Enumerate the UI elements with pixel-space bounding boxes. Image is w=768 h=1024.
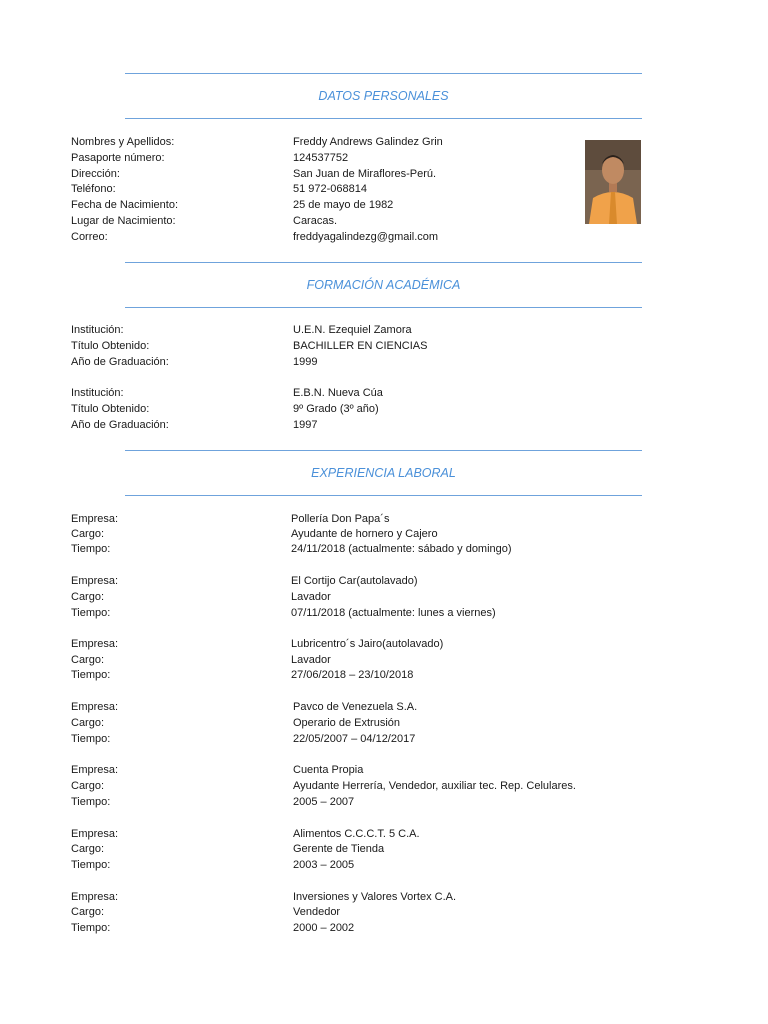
value-phone: 51 972-068814 (293, 183, 368, 195)
label-company-7: Empresa: (71, 891, 119, 903)
label-time-4: Tiempo: (71, 733, 111, 745)
value-time-7: 2000 – 2002 (293, 922, 355, 934)
value-time-4: 22/05/2007 – 04/12/2017 (293, 733, 416, 745)
label-title-2: Título Obtenido: (71, 403, 150, 415)
value-company-2: El Cortijo Car(autolavado) (291, 575, 418, 587)
value-year-1: 1999 (293, 356, 318, 368)
value-role-4: Operario de Extrusión (293, 717, 400, 729)
section-header-education: FORMACIÓN ACADÉMICA (125, 262, 642, 308)
value-role-3: Lavador (291, 654, 331, 666)
profile-photo-image (585, 140, 641, 224)
label-year-2: Año de Graduación: (71, 419, 169, 431)
label-company-2: Empresa: (71, 575, 119, 587)
value-birthplace: Caracas. (293, 215, 338, 227)
label-role-3: Cargo: (71, 654, 105, 666)
label-role-4: Cargo: (71, 717, 105, 729)
value-company-7: Inversiones y Valores Vortex C.A. (293, 891, 457, 903)
value-year-2: 1997 (293, 419, 318, 431)
value-time-2: 07/11/2018 (actualmente: lunes a viernes) (291, 607, 496, 619)
label-role-6: Cargo: (71, 843, 105, 855)
value-role-2: Lavador (291, 591, 331, 603)
label-time-1: Tiempo: (71, 543, 111, 555)
value-title-1: BACHILLER EN CIENCIAS (293, 340, 428, 352)
label-role-1: Cargo: (71, 528, 105, 540)
value-time-6: 2003 – 2005 (293, 859, 355, 871)
section-header-experience: EXPERIENCIA LABORAL (125, 450, 642, 496)
value-passport: 124537752 (293, 152, 349, 164)
value-company-5: Cuenta Propia (293, 764, 364, 776)
label-title-1: Título Obtenido: (71, 340, 150, 352)
label-company-5: Empresa: (71, 764, 119, 776)
value-company-1: Pollería Don Papa´s (291, 513, 390, 525)
value-role-6: Gerente de Tienda (293, 843, 385, 855)
label-institution-1: Institución: (71, 324, 124, 336)
label-time-2: Tiempo: (71, 607, 111, 619)
label-address: Dirección: (71, 168, 120, 180)
profile-photo (585, 140, 641, 224)
value-company-6: Alimentos C.C.C.T. 5 C.A. (293, 828, 420, 840)
value-time-3: 27/06/2018 – 23/10/2018 (291, 669, 414, 681)
label-time-3: Tiempo: (71, 669, 111, 681)
value-email: freddyagalindezg@gmail.com (293, 231, 439, 243)
label-company-1: Empresa: (71, 513, 119, 525)
value-name: Freddy Andrews Galindez Grin (293, 136, 443, 148)
value-title-2: 9º Grado (3º año) (293, 403, 379, 415)
label-passport: Pasaporte número: (71, 152, 165, 164)
label-company-6: Empresa: (71, 828, 119, 840)
label-birthplace: Lugar de Nacimiento: (71, 215, 176, 227)
label-name: Nombres y Apellidos: (71, 136, 175, 148)
value-time-5: 2005 – 2007 (293, 796, 355, 808)
label-role-2: Cargo: (71, 591, 105, 603)
label-role-5: Cargo: (71, 780, 105, 792)
label-time-5: Tiempo: (71, 796, 111, 808)
value-role-7: Vendedor (293, 906, 341, 918)
label-year-1: Año de Graduación: (71, 356, 169, 368)
label-birthdate: Fecha de Nacimiento: (71, 199, 178, 211)
value-company-4: Pavco de Venezuela S.A. (293, 701, 418, 713)
label-time-6: Tiempo: (71, 859, 111, 871)
value-time-1: 24/11/2018 (actualmente: sábado y domingo) (291, 543, 512, 555)
section-header-personal: DATOS PERSONALES (125, 73, 642, 119)
label-company-3: Empresa: (71, 638, 119, 650)
value-institution-1: U.E.N. Ezequiel Zamora (293, 324, 412, 336)
value-company-3: Lubricentro´s Jairo(autolavado) (291, 638, 444, 650)
label-role-7: Cargo: (71, 906, 105, 918)
value-birthdate: 25 de mayo de 1982 (293, 199, 394, 211)
label-company-4: Empresa: (71, 701, 119, 713)
value-address: San Juan de Miraflores-Perú. (293, 168, 437, 180)
label-phone: Teléfono: (71, 183, 116, 195)
label-time-7: Tiempo: (71, 922, 111, 934)
value-role-1: Ayudante de hornero y Cajero (291, 528, 438, 540)
value-role-5: Ayudante Herrería, Vendedor, auxiliar tec. Rep. Celulares. (293, 780, 576, 792)
label-institution-2: Institución: (71, 387, 124, 399)
label-email: Correo: (71, 231, 108, 243)
value-institution-2: E.B.N. Nueva Cúa (293, 387, 383, 399)
